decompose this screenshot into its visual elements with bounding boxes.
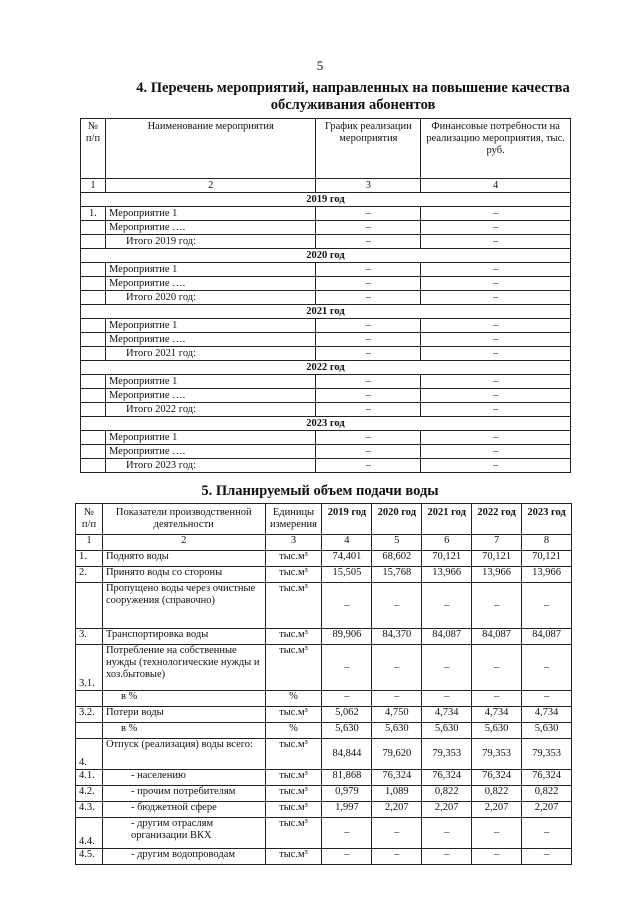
header-units: Единицы измерения (265, 504, 322, 535)
value-2022: – (472, 849, 522, 865)
value-2021: 13,966 (422, 567, 472, 583)
table-row (81, 263, 571, 277)
row-number (76, 691, 103, 707)
value-2019: 5,062 (322, 707, 372, 723)
row-number (81, 291, 106, 305)
colnum: 3 (316, 179, 421, 193)
finance-value: – (421, 375, 571, 389)
water-supply-table (75, 503, 572, 865)
finance-value: – (421, 347, 571, 361)
table-row (76, 739, 572, 770)
section4-title-line1: 4. Перечень мероприятий, направленных на повышение качества (136, 80, 570, 96)
indicator-name: Поднято воды (102, 551, 265, 567)
value-2019: 1,997 (322, 802, 372, 818)
value-2023: 4,734 (522, 707, 572, 723)
schedule-value: – (316, 221, 421, 235)
value-2021: 5,630 (422, 723, 472, 739)
row-number (81, 375, 106, 389)
indicator-name: - прочим потребителям (102, 786, 265, 802)
year-row (81, 193, 571, 207)
value-2019: – (322, 645, 372, 691)
schedule-value: – (316, 207, 421, 221)
value-2021: 79,353 (422, 739, 472, 770)
value-2022: 5,630 (472, 723, 522, 739)
page-number: 5 (316, 58, 324, 73)
table-row (81, 319, 571, 333)
colnum: 5 (372, 535, 422, 551)
table-row (76, 818, 572, 849)
indicator-name: - другим отраслям организации ВКХ (102, 818, 265, 849)
measure-name: Итого 2022 год: (105, 403, 315, 417)
value-2019: – (322, 818, 372, 849)
value-2020: – (372, 645, 422, 691)
value-2022: 13,966 (472, 567, 522, 583)
measure-name: Итого 2019 год: (105, 235, 315, 249)
year-label: 2020 год (81, 249, 571, 263)
table-row (76, 629, 572, 645)
finance-value: – (421, 221, 571, 235)
value-2023: 79,353 (522, 739, 572, 770)
value-2020: – (372, 583, 422, 629)
colnum: 6 (422, 535, 472, 551)
table-row (81, 235, 571, 249)
indicator-name: в % (102, 691, 265, 707)
value-2023: – (522, 691, 572, 707)
schedule-value: – (316, 375, 421, 389)
value-2019: 84,844 (322, 739, 372, 770)
table-row (76, 551, 572, 567)
row-number: 1. (76, 551, 103, 567)
value-2021: 0,822 (422, 786, 472, 802)
table-row (81, 389, 571, 403)
table-row (81, 333, 571, 347)
row-number: 4.2. (76, 786, 103, 802)
row-number: 4.4. (76, 818, 103, 849)
schedule-value: – (316, 403, 421, 417)
header-schedule: График реализации мероприятия (316, 119, 421, 179)
row-number (81, 221, 106, 235)
value-2022: 4,734 (472, 707, 522, 723)
table-row (81, 277, 571, 291)
value-2021: 70,121 (422, 551, 472, 567)
row-number (81, 347, 106, 361)
year-row (81, 249, 571, 263)
indicator-name: - населению (102, 770, 265, 786)
row-number (81, 319, 106, 333)
value-2023: 13,966 (522, 567, 572, 583)
header-2022: 2022 год (472, 504, 522, 535)
header-2020: 2020 год (372, 504, 422, 535)
colnum: 1 (81, 179, 106, 193)
value-2022: – (472, 645, 522, 691)
schedule-value: – (316, 459, 421, 473)
value-2022: 2,207 (472, 802, 522, 818)
row-number: 3.1. (76, 645, 103, 691)
value-2021: – (422, 849, 472, 865)
value-2020: 1,089 (372, 786, 422, 802)
section4-title (118, 80, 588, 114)
table-row (76, 567, 572, 583)
year-row (81, 417, 571, 431)
unit: тыс.м³ (265, 551, 322, 567)
value-2023: 84,087 (522, 629, 572, 645)
colnum: 8 (522, 535, 572, 551)
finance-value: – (421, 235, 571, 249)
table-row (81, 347, 571, 361)
finance-value: – (421, 459, 571, 473)
measure-name: Итого 2023 год: (105, 459, 315, 473)
value-2022: – (472, 818, 522, 849)
row-number: 4. (76, 739, 103, 770)
colnum: 2 (102, 535, 265, 551)
row-number (81, 277, 106, 291)
unit: тыс.м³ (265, 629, 322, 645)
table-row (76, 707, 572, 723)
unit: % (265, 691, 322, 707)
unit: тыс.м³ (265, 849, 322, 865)
value-2022: 84,087 (472, 629, 522, 645)
row-number (81, 389, 106, 403)
value-2023: – (522, 849, 572, 865)
table-row (81, 403, 571, 417)
measure-name: Мероприятие 1 (105, 319, 315, 333)
table-row (76, 786, 572, 802)
table-row (81, 207, 571, 221)
value-2020: 4,750 (372, 707, 422, 723)
year-label: 2022 год (81, 361, 571, 375)
measure-name: Мероприятие 1 (105, 431, 315, 445)
value-2020: 84,370 (372, 629, 422, 645)
unit: тыс.м³ (265, 707, 322, 723)
value-2020: – (372, 849, 422, 865)
unit: тыс.м³ (265, 567, 322, 583)
finance-value: – (421, 333, 571, 347)
unit: тыс.м³ (265, 583, 322, 629)
value-2020: 76,324 (372, 770, 422, 786)
measures-table-body (81, 193, 571, 473)
indicator-name: Потребление на собственные нужды (технологические нужды и хоз.бытовые) (102, 645, 265, 691)
row-number (81, 431, 106, 445)
colnum: 4 (421, 179, 571, 193)
finance-value: – (421, 207, 571, 221)
value-2020: – (372, 818, 422, 849)
schedule-value: – (316, 319, 421, 333)
table-row (81, 291, 571, 305)
colnum: 1 (76, 535, 103, 551)
row-number: 2. (76, 567, 103, 583)
measure-name: Мероприятие …. (105, 389, 315, 403)
value-2020: 68,602 (372, 551, 422, 567)
value-2022: 79,353 (472, 739, 522, 770)
unit: % (265, 723, 322, 739)
header-2021: 2021 год (422, 504, 472, 535)
unit: тыс.м³ (265, 786, 322, 802)
value-2020: 5,630 (372, 723, 422, 739)
row-number: 4.1. (76, 770, 103, 786)
row-number: 4.5. (76, 849, 103, 865)
table-row (76, 723, 572, 739)
indicator-name: - бюджетной сфере (102, 802, 265, 818)
header-number: № п/п (76, 504, 103, 535)
value-2019: 89,906 (322, 629, 372, 645)
value-2021: – (422, 818, 472, 849)
schedule-value: – (316, 445, 421, 459)
year-row (81, 361, 571, 375)
indicator-name: Принято воды со стороны (102, 567, 265, 583)
measures-table (80, 118, 571, 473)
schedule-value: – (316, 431, 421, 445)
unit: тыс.м³ (265, 802, 322, 818)
value-2019: 74,401 (322, 551, 372, 567)
year-label: 2019 год (81, 193, 571, 207)
table-row (81, 459, 571, 473)
value-2019: 0,979 (322, 786, 372, 802)
finance-value: – (421, 431, 571, 445)
row-number: 3.2. (76, 707, 103, 723)
colnum: 3 (265, 535, 322, 551)
value-2019: – (322, 849, 372, 865)
value-2023: 76,324 (522, 770, 572, 786)
value-2021: – (422, 583, 472, 629)
table-row (76, 583, 572, 629)
header-measure-name: Наименование мероприятия (105, 119, 315, 179)
value-2020: – (372, 691, 422, 707)
unit: тыс.м³ (265, 770, 322, 786)
value-2019: 81,868 (322, 770, 372, 786)
measure-name: Итого 2021 год: (105, 347, 315, 361)
schedule-value: – (316, 389, 421, 403)
indicator-name: Отпуск (реализация) воды всего: (102, 739, 265, 770)
value-2021: 76,324 (422, 770, 472, 786)
value-2021: – (422, 645, 472, 691)
measure-name: Мероприятие 1 (105, 207, 315, 221)
value-2022: 0,822 (472, 786, 522, 802)
value-2019: – (322, 691, 372, 707)
row-number (81, 235, 106, 249)
value-2023: 2,207 (522, 802, 572, 818)
value-2021: 4,734 (422, 707, 472, 723)
table-row (76, 770, 572, 786)
header-2023: 2023 год (522, 504, 572, 535)
schedule-value: – (316, 263, 421, 277)
value-2019: – (322, 583, 372, 629)
value-2023: 0,822 (522, 786, 572, 802)
row-number (81, 445, 106, 459)
unit: тыс.м³ (265, 818, 322, 849)
schedule-value: – (316, 277, 421, 291)
colnum: 2 (105, 179, 315, 193)
table-row (76, 802, 572, 818)
value-2021: – (422, 691, 472, 707)
measure-name: Мероприятие 1 (105, 375, 315, 389)
value-2023: 70,121 (522, 551, 572, 567)
indicator-name: Пропущено воды через очистные сооружения (справочно) (102, 583, 265, 629)
value-2020: 79,620 (372, 739, 422, 770)
measure-name: Мероприятие …. (105, 333, 315, 347)
unit: тыс.м³ (265, 739, 322, 770)
value-2021: 84,087 (422, 629, 472, 645)
indicator-name: Потери воды (102, 707, 265, 723)
year-label: 2023 год (81, 417, 571, 431)
value-2023: – (522, 818, 572, 849)
table-row (81, 445, 571, 459)
finance-value: – (421, 403, 571, 417)
value-2022: 76,324 (472, 770, 522, 786)
row-number (76, 723, 103, 739)
schedule-value: – (316, 333, 421, 347)
colnum: 4 (322, 535, 372, 551)
value-2023: – (522, 645, 572, 691)
measure-name: Итого 2020 год: (105, 291, 315, 305)
row-number (76, 583, 103, 629)
row-number (81, 263, 106, 277)
row-number: 4.3. (76, 802, 103, 818)
measure-name: Мероприятие …. (105, 221, 315, 235)
schedule-value: – (316, 347, 421, 361)
finance-value: – (421, 389, 571, 403)
row-number (81, 403, 106, 417)
finance-value: – (421, 291, 571, 305)
measure-name: Мероприятие 1 (105, 263, 315, 277)
row-number (81, 333, 106, 347)
row-number (81, 459, 106, 473)
finance-value: – (421, 319, 571, 333)
row-number: 3. (76, 629, 103, 645)
water-supply-table-body (76, 551, 572, 865)
section4-title-line2: обслуживания абонентов (270, 97, 436, 113)
value-2021: 2,207 (422, 802, 472, 818)
measure-name: Мероприятие …. (105, 277, 315, 291)
indicator-name: Транспортировка воды (102, 629, 265, 645)
year-row (81, 305, 571, 319)
value-2022: – (472, 691, 522, 707)
table-row (81, 431, 571, 445)
table-row (76, 691, 572, 707)
table-row (81, 375, 571, 389)
header-number: № п/п (81, 119, 106, 179)
value-2022: – (472, 583, 522, 629)
value-2020: 15,768 (372, 567, 422, 583)
header-finance: Финансовые потребности на реализацию мероприятия, тыс. руб. (421, 119, 571, 179)
header-2019: 2019 год (322, 504, 372, 535)
measure-name: Мероприятие …. (105, 445, 315, 459)
value-2023: 5,630 (522, 723, 572, 739)
year-label: 2021 год (81, 305, 571, 319)
unit: тыс.м³ (265, 645, 322, 691)
indicator-name: в % (102, 723, 265, 739)
schedule-value: – (316, 235, 421, 249)
finance-value: – (421, 277, 571, 291)
schedule-value: – (316, 291, 421, 305)
table-row (81, 221, 571, 235)
table-row (76, 645, 572, 691)
value-2019: 15,505 (322, 567, 372, 583)
finance-value: – (421, 445, 571, 459)
colnum: 7 (472, 535, 522, 551)
value-2023: – (522, 583, 572, 629)
section5-title: 5. Планируемый объем подачи воды (201, 483, 439, 499)
value-2022: 70,121 (472, 551, 522, 567)
header-indicator: Показатели производственной деятельности (102, 504, 265, 535)
value-2020: 2,207 (372, 802, 422, 818)
value-2019: 5,630 (322, 723, 372, 739)
finance-value: – (421, 263, 571, 277)
row-number: 1. (81, 207, 106, 221)
table-row (76, 849, 572, 865)
indicator-name: - другим водопроводам (102, 849, 265, 865)
